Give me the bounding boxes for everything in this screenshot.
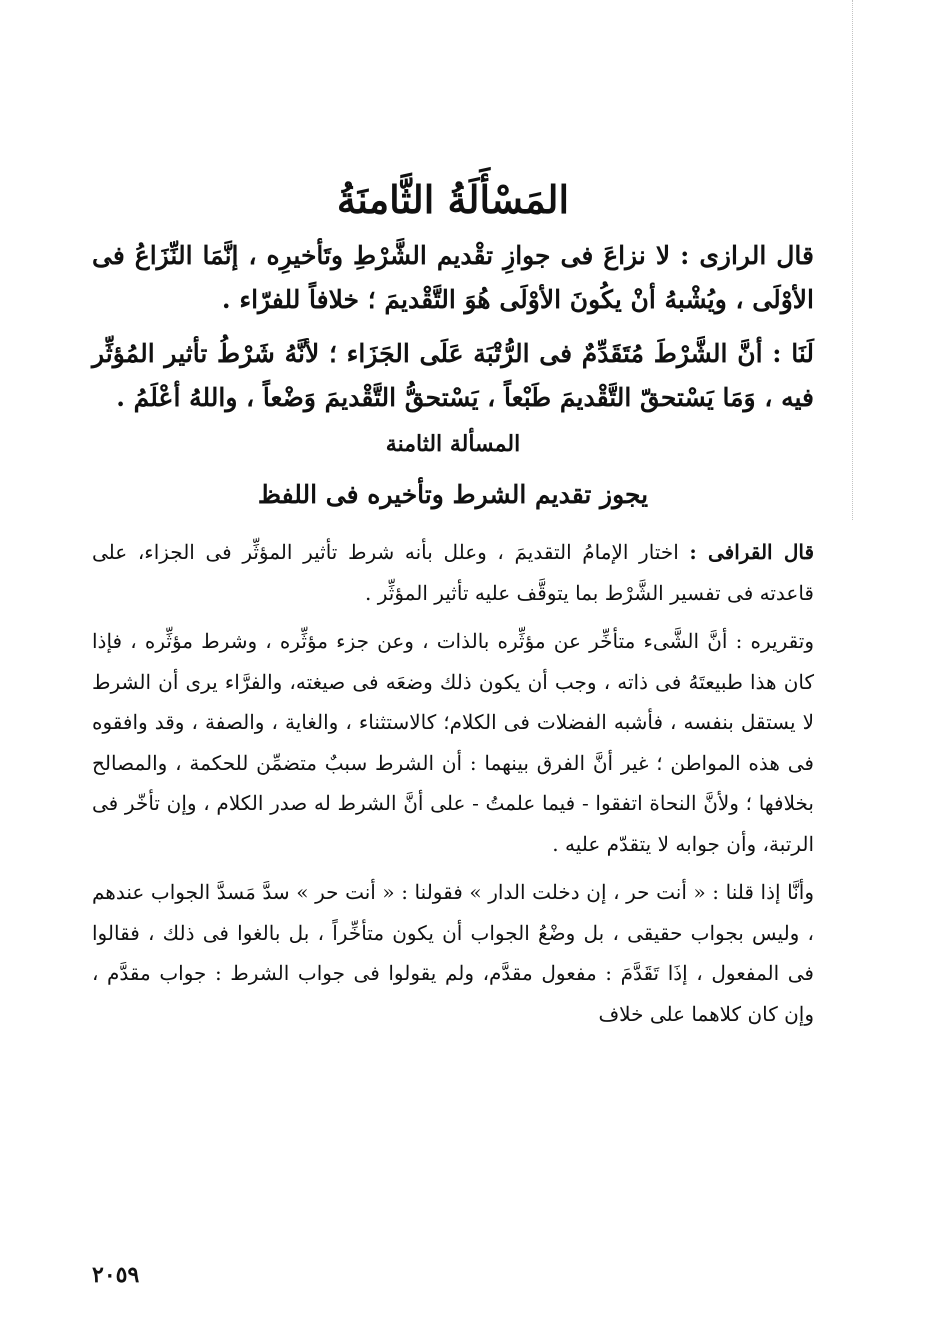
razi-paragraph	[92, 234, 814, 322]
qarafi-text: اختار الإمامُ التقديمَ ، وعلل بأنه شرط تأثير المؤثِّر فى الجزاء، على قاعدته فى تفسير الشَّرْط بما يتوقَّف عليه تأثير المؤثِّر .	[92, 540, 814, 605]
qarafi-paragraph	[92, 532, 814, 613]
body-paragraph-2: وأنَّا إذا قلنا : « أنت حر ، إن دخلت الدار » فقولنا : « أنت حر » سدَّ مَسدَّ الجواب عندهم ، وليس بجواب حقيقى ، بل وضْعُ الجواب أن يكون متأخِّراً ، بل بالغوا فى ذلك ، فقالوا فى المفعول ، إذَا تَقَدَّمَ : مفعول مقدَّم، ولم يقولوا فى جواب الشرط : جواب مقدَّم ، وإن كان كلاهما على خلاف	[92, 880, 814, 1026]
scan-guide-line	[852, 0, 853, 520]
qarafi-speaker: قال القرافى :	[689, 540, 815, 564]
razi-speaker: قال الرازى :	[680, 241, 814, 270]
commentary-subtitle: المسألة الثامنة	[385, 431, 521, 457]
commentary-heading: يجوز تقديم الشرط وتأخيره فى اللفظ	[257, 480, 649, 509]
razi-text: لا نزاعَ فى جوازِ تقْديم الشَّرْطِ وتَأخيرِه ، إنَّمَا النِّزَاعُ فى الأوْلَى ، ويُشْبهُ أنْ يكُونَ الأوْلَى هُوَ التَّقْديمَ ؛ خلافاً للفرّاء .	[92, 241, 814, 314]
razi-argument: لَنَا : أنَّ الشَّرْطَ مُتَقَدِّمٌ فى الرُّتْبَة عَلَى الجَزَاء ؛ لأنَّهُ شَرْطُ تأثير المُؤثِّر فيه ، وَمَا يَسْتحقّ التَّقْديمَ طَبْعاً ، يَسْتحقُّ التَّقْديمَ وَضْعاً ، واللهُ أعْلَمُ .	[92, 339, 814, 412]
page-number: ٢٠٥٩	[92, 1262, 140, 1288]
issue-title: المَسْأَلَةُ الثَّامنَةُ	[336, 177, 570, 222]
page-content	[92, 168, 814, 1042]
body-paragraph-1: وتقريره : أنَّ الشَّىء متأخِّر عن مؤثِّره بالذات ، وعن جزء مؤثِّره ، وشرط مؤثِّره ، فإذا كان هذا طبيعتَهُ فى ذاته ، وجب أن يكون ذلك وضعَه فى صيغته، والفرَّاء يرى أن الشرط لا يستقل بنفسه ، فأشبه الفضلات فى الكلام؛ كالاستثناء ، والغاية ، والصفة ، وقد وافقوه فى هذه المواطن ؛ غير أنَّ الفرق بينهما : أن الشرط سببٌ متضمِّن للحكمة ، والمصالح بخلافها ؛ ولأنَّ النحاة اتفقوا - فيما علمتُ - على أنَّ الشرط له صدر الكلام ، وإن تأخّر فى الرتبة، وأن جوابه لا يتقدّم عليه .	[92, 629, 814, 856]
